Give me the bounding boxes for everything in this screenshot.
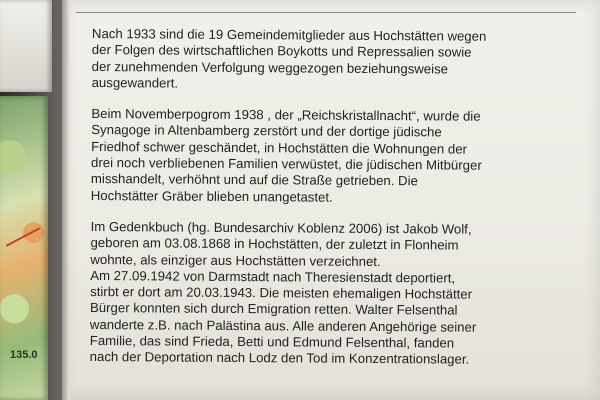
text-line: Im Gedenkbuch (hg. Bundesarchiv Koblenz 2006) ist Jakob Wolf, [90,218,472,237]
text-line: Am 27.09.1942 von Darmstadt nach Theresienstadt deportiert, [90,267,456,286]
text-line: wohnte, als einziger aus Hochstätten verzeichnet. [90,251,381,269]
text-line: nach der Deportation nach Lodz den Tod im Konzentrationslager. [89,349,470,367]
sign-top-rule [76,12,576,13]
text-line: der Folgen des wirtschaftlichen Boykotts und Repressalien sowie [91,42,472,60]
text-line: geboren am 03.08.1868 in Hochstätten, der zuletzt in Flonheim [90,235,459,253]
map-panel [0,96,48,400]
map-road-line [6,227,40,247]
text-line: ausgewandert. [91,74,179,91]
map-elevation-label: 135.0 [10,349,38,361]
text-line: misshandelt, verhöhnt und auf die Straße getrieben. Die [90,171,418,189]
paragraph-emigration [92,26,552,94]
adjacent-panel [0,0,52,92]
text-line: Beim Novemberpogrom 1938 , der „Reichskristallnacht“, wurde die [91,106,481,124]
text-line: stirbt er dort am 20.03.1943. Die meisten ehemaligen Hochstätter [90,284,473,302]
sign-text [90,26,552,384]
text-line: der zunehmenden Verfolgung weggezogen beziehungsweise [91,58,449,77]
text-line: Familie, das sind Frieda, Betti und Edmund Felsenthal, fanden [89,333,455,351]
text-line: Synagoge in Altenbamberg zerstört und der dortige jüdische [91,122,442,140]
text-line: Friedhof schwer geschändet, in Hochstätten die Wohnungen der [91,138,468,157]
text-line: wanderte z.B. nach Palästina aus. Alle anderen Angehörige seiner [89,316,477,335]
text-line: Hochstätter Gräber blieben unangetastet. [90,187,333,205]
text-line: Nach 1933 sind die 19 Gemeindemitglieder aus Hochstätten wegen [91,26,487,44]
paragraph-gedenkbuch [90,219,551,369]
text-line: Bürger konnten sich durch Emigration retten. Walter Felsenthal [89,300,458,319]
text-line: drei noch verbliebenen Familien verwüstet, die jüdischen Mitbürger [90,155,482,173]
sign-edge-shadow [62,0,70,400]
paragraph-pogrom [91,106,552,207]
